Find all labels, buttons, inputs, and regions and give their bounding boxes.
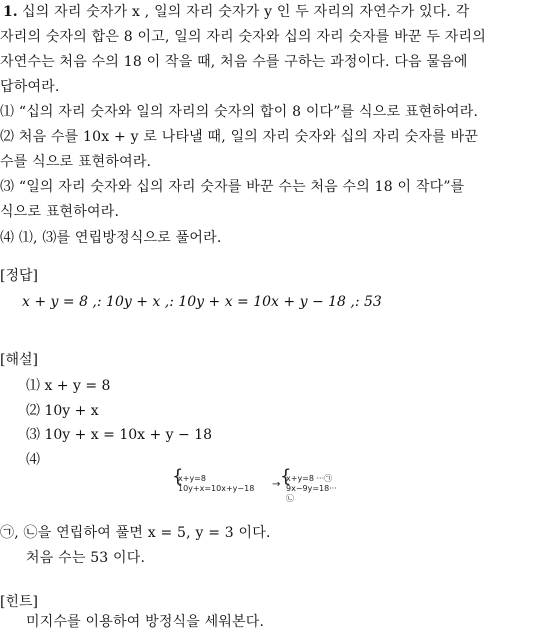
problem-number: 1.: [3, 4, 18, 20]
system-right-eq-1: x+y=8 ···㉠: [286, 474, 333, 483]
explanation-item-4: ⑷: [26, 452, 40, 468]
hint-text: 미지수를 이용하여 방정식을 세워본다.: [26, 614, 265, 630]
problem-line-3: 자연수는 처음 수의 18 이 작을 때, 처음 수를 구하는 과정이다. 다음 물음에: [0, 54, 468, 70]
explanation-conclusion-2: 처음 수는 53 이다.: [26, 550, 146, 566]
transform-arrow: →: [272, 479, 281, 490]
problem-line-1: 십의 자리 숫자가 x , 일의 자리 숫자가 y 인 두 자리의 자연수가 있다. 각: [22, 4, 470, 20]
explanation-item-1: ⑴ x + y = 8: [26, 378, 111, 394]
question-3-cont: 식으로 표현하여라.: [0, 204, 120, 220]
question-3: ⑶ “일의 자리 숫자와 십의 자리 숫자를 바꾼 수는 처음 수의 18 이 작다”를: [0, 179, 465, 195]
question-4: ⑷ ⑴, ⑶를 연립방정식으로 풀어라.: [0, 230, 222, 246]
problem-line-2: 자리의 숫자의 합은 8 이고, 일의 자리 숫자와 십의 자리 숫자를 바꾼 두 자리의: [0, 29, 486, 45]
problem-line-4: 답하여라.: [0, 79, 60, 95]
system-left-eq-2: 10y+x=10x+y−18: [178, 484, 255, 493]
hint-header: [힌트]: [0, 594, 38, 610]
left-brace: {: [172, 466, 184, 487]
right-brace: {: [280, 466, 292, 487]
explanation-item-3: ⑶ 10y + x = 10x + y − 18: [26, 427, 213, 443]
answer-text: x + y = 8 ,: 10y + x ,: 10y + x = 10x + y − 18 ,: 53: [22, 294, 382, 310]
system-left-eq-1: x+y=8: [178, 474, 206, 483]
system-right-eq-2: 9x−9y=18···㉡: [286, 484, 337, 503]
system-right: [286, 474, 337, 504]
answer-header: [정답]: [0, 268, 38, 284]
explanation-conclusion-1: ㉠, ㉡을 연립하여 풀면 x = 5, y = 3 이다.: [0, 525, 271, 541]
system-left: [178, 474, 254, 494]
explanation-header: [해설]: [0, 352, 38, 368]
explanation-item-2: ⑵ 10y + x: [26, 403, 99, 419]
question-2-cont: 수를 식으로 표현하여라.: [0, 154, 152, 170]
question-2: ⑵ 처음 수를 10x + y 로 나타낼 때, 일의 자리 숫자와 십의 자리 숫자를 바꾼: [0, 129, 479, 145]
question-1: ⑴ “십의 자리 숫자와 일의 자리의 숫자의 합이 8 이다”를 식으로 표현하여라.: [0, 104, 479, 120]
